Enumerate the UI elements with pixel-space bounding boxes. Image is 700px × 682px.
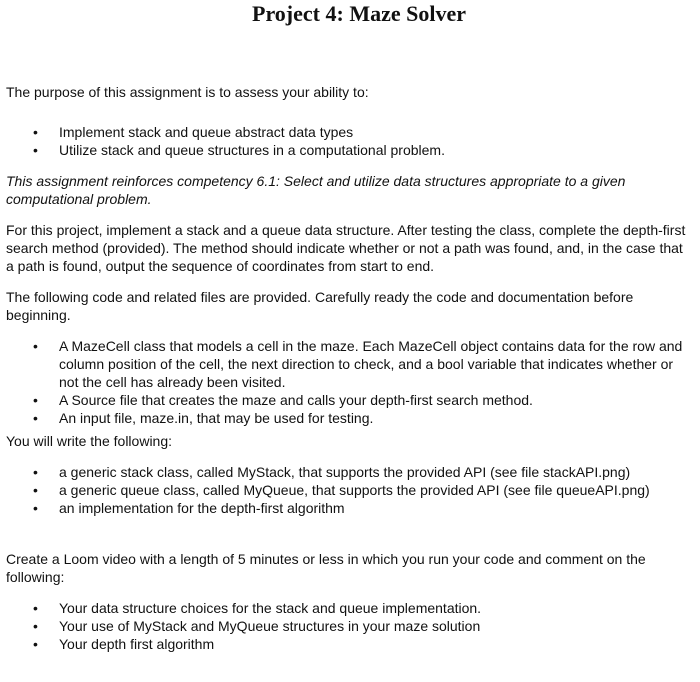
loom-intro-paragraph: Create a Loom video with a length of 5 minutes or less in which you run your code and comment on the following: <box>6 551 646 585</box>
list-item: • Implement stack and queue abstract data types <box>33 124 354 140</box>
bullet-icon: • <box>33 482 38 498</box>
bullet-icon: • <box>33 338 38 354</box>
list-item: • a generic queue class, called MyQueue, that supports the provided API (see file queueAPI.png) <box>33 482 650 498</box>
project-description-paragraph: For this project, implement a stack and a queue data structure. After testing the class, complete the depth-first search method (provided). The method should indicate whether or not a path was found, and, in the case that a path is found, output the sequence of coordinates from start to end. <box>6 222 686 274</box>
write-list <box>6 463 692 517</box>
list-item: • A MazeCell class that models a cell in the maze. Each MazeCell object contains data for the row and column position of the cell, the next direction to check, and a bool variable that indicates whether or not the cell has already been visited. <box>33 338 683 390</box>
bullet-icon: • <box>33 392 38 408</box>
provided-intro-paragraph: The following code and related files are provided. Carefully ready the code and documentation before beginning. <box>6 289 634 323</box>
bullet-icon: • <box>33 500 38 516</box>
list-item: • a generic stack class, called MyStack, that supports the provided API (see file stackAPI.png) <box>33 464 631 480</box>
bullet-icon: • <box>33 142 38 158</box>
purpose-list <box>6 123 692 159</box>
write-intro-paragraph: You will write the following: <box>6 433 173 449</box>
list-item: • Utilize stack and queue structures in a computational problem. <box>33 142 445 158</box>
list-item: • Your use of MyStack and MyQueue structures in your maze solution <box>33 618 481 634</box>
bullet-icon: • <box>33 600 38 616</box>
loom-list <box>6 599 692 653</box>
list-item: • An input file, maze.in, that may be used for testing. <box>33 410 374 426</box>
bullet-icon: • <box>33 464 38 480</box>
competency-paragraph: This assignment reinforces competency 6.1: Select and utilize data structures appropriate to a given computational problem. <box>6 173 626 207</box>
bullet-icon: • <box>33 124 38 140</box>
page-title: Project 4: Maze Solver <box>252 1 466 26</box>
bullet-icon: • <box>33 618 38 634</box>
bullet-icon: • <box>33 636 38 652</box>
list-item: • an implementation for the depth-first algorithm <box>33 500 345 516</box>
provided-list <box>6 337 692 427</box>
bullet-icon: • <box>33 410 38 426</box>
list-item: • A Source file that creates the maze and calls your depth-first search method. <box>33 392 533 408</box>
list-item: • Your depth first algorithm <box>33 636 215 652</box>
list-item: • Your data structure choices for the stack and queue implementation. <box>33 600 482 616</box>
purpose-paragraph: The purpose of this assignment is to assess your ability to: <box>6 84 369 100</box>
